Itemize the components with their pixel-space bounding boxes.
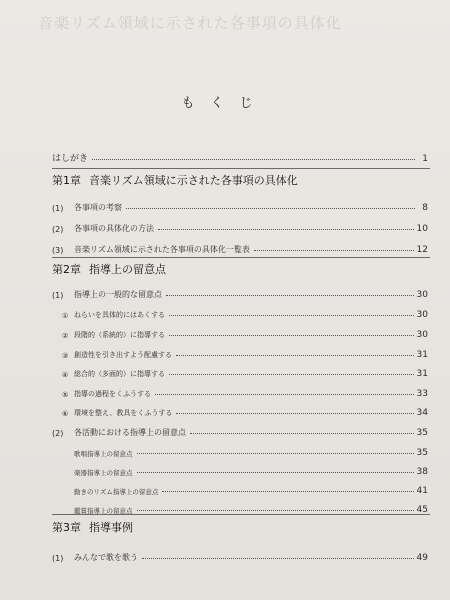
chapter-heading-1[interactable] bbox=[52, 170, 428, 188]
toc-entry-label: 歌唱指導上の留意点 bbox=[74, 450, 133, 458]
toc-entry-preface[interactable] bbox=[52, 146, 428, 164]
dot-leader bbox=[176, 355, 414, 356]
toc-entry-label: はしがき bbox=[52, 154, 89, 164]
toc-subentry[interactable] bbox=[52, 478, 428, 496]
dot-leader bbox=[126, 208, 415, 209]
subentry-number: ④ bbox=[62, 371, 69, 379]
toc-entry-label: 総合的（多面的）に指導する bbox=[74, 370, 165, 378]
toc-title: もくじ bbox=[181, 96, 269, 111]
toc-subentry[interactable] bbox=[52, 459, 428, 477]
subentry-number: ① bbox=[62, 312, 69, 320]
dot-leader bbox=[155, 394, 414, 395]
toc-entry-page: 38 bbox=[416, 467, 428, 477]
divider bbox=[52, 514, 430, 515]
section-number: (2) bbox=[52, 429, 64, 438]
dot-leader bbox=[169, 335, 414, 336]
toc-entry-page: 12 bbox=[416, 245, 428, 255]
dot-leader bbox=[158, 229, 414, 230]
toc-entry-label: 指導上の一般的な留意点 bbox=[74, 290, 162, 299]
section-number: (1) bbox=[52, 204, 64, 213]
dot-leader bbox=[92, 159, 415, 160]
divider bbox=[52, 168, 430, 169]
chapter-title: 指導事例 bbox=[89, 521, 133, 534]
bleed-through-title: 音楽リズム領域に示された各事項の具体化 bbox=[38, 14, 342, 32]
toc-subentry[interactable] bbox=[52, 302, 428, 320]
toc-entry-label: 指導の過程をくふうする bbox=[74, 390, 151, 398]
toc-entry-page: 30 bbox=[416, 310, 428, 320]
toc-entry-label: 各事項の考察 bbox=[74, 203, 122, 212]
chapter-title: 音楽リズム領域に示された各事項の具体化 bbox=[89, 174, 298, 187]
toc-subentry[interactable] bbox=[52, 361, 428, 379]
toc-entry-page: 30 bbox=[416, 290, 428, 300]
toc-entry-label: 動きのリズム指導上の留意点 bbox=[74, 488, 159, 496]
subentry-number: ⑥ bbox=[62, 410, 69, 418]
toc-entry[interactable] bbox=[52, 420, 428, 438]
section-number: (1) bbox=[52, 291, 64, 300]
toc-entry-page: 30 bbox=[416, 330, 428, 340]
toc-entry-page: 35 bbox=[416, 428, 428, 438]
section-number: (1) bbox=[52, 554, 64, 563]
toc-entry-page: 35 bbox=[416, 448, 428, 458]
toc-subentry[interactable] bbox=[52, 342, 428, 360]
toc-entry-page: 31 bbox=[416, 350, 428, 360]
dot-leader bbox=[190, 433, 414, 434]
section-number: (2) bbox=[52, 225, 64, 234]
toc-entry-page: 45 bbox=[416, 505, 428, 515]
toc-entry-page: 34 bbox=[416, 408, 428, 418]
toc-entry-label: 音楽リズム領域に示された各事項の具体化一覧表 bbox=[74, 245, 250, 254]
toc-entry-label: ねらいを具体的にはあくする bbox=[74, 311, 165, 319]
toc-entry[interactable] bbox=[52, 282, 428, 300]
toc-entry-label: 鑑賞指導上の留意点 bbox=[74, 507, 133, 515]
toc-entry-page: 41 bbox=[416, 486, 428, 496]
toc-entry-label: 各事項の具体化の方法 bbox=[74, 224, 154, 233]
toc-entry-page: 1 bbox=[422, 154, 428, 164]
dot-leader bbox=[254, 250, 414, 251]
subentry-number: ⑤ bbox=[62, 391, 69, 399]
subentry-number: ③ bbox=[62, 352, 69, 360]
dot-leader bbox=[169, 374, 414, 375]
toc-entry[interactable] bbox=[52, 237, 428, 255]
chapter-heading-3[interactable] bbox=[52, 517, 428, 535]
dot-leader bbox=[137, 510, 414, 511]
toc-entry[interactable] bbox=[52, 216, 428, 234]
toc-entry-page: 33 bbox=[416, 389, 428, 399]
divider bbox=[52, 257, 430, 258]
toc-entry-page: 10 bbox=[416, 224, 428, 234]
toc-subentry[interactable] bbox=[52, 400, 428, 418]
chapter-heading-2[interactable] bbox=[52, 259, 428, 277]
chapter-number: 第3章 bbox=[52, 521, 81, 534]
subentry-number: ② bbox=[62, 332, 69, 340]
toc-entry-page: 8 bbox=[422, 203, 428, 213]
chapter-number: 第2章 bbox=[52, 263, 81, 276]
toc-entry[interactable] bbox=[52, 195, 428, 213]
toc-subentry[interactable] bbox=[52, 381, 428, 399]
chapter-title: 指導上の留意点 bbox=[89, 263, 166, 276]
toc-entry-page: 31 bbox=[416, 369, 428, 379]
toc-subentry[interactable] bbox=[52, 497, 428, 515]
dot-leader bbox=[137, 453, 414, 454]
toc-subentry[interactable] bbox=[52, 440, 428, 458]
dot-leader bbox=[137, 472, 414, 473]
toc-entry-label: みんなで歌を歌う bbox=[74, 553, 138, 562]
toc-entry-label: 各活動における指導上の留意点 bbox=[74, 428, 186, 437]
dot-leader bbox=[169, 315, 414, 316]
toc-entry[interactable] bbox=[52, 545, 428, 563]
toc-entry-label: 段階的（系統的）に指導する bbox=[74, 331, 165, 339]
toc-entry-page: 49 bbox=[416, 553, 428, 563]
chapter-number: 第1章 bbox=[52, 174, 81, 187]
dot-leader bbox=[166, 295, 414, 296]
section-number: (3) bbox=[52, 246, 64, 255]
toc-subentry[interactable] bbox=[52, 322, 428, 340]
toc-entry-label: 環境を整え、教具をくふうする bbox=[74, 409, 173, 417]
toc-entry-label: 楽器指導上の留意点 bbox=[74, 469, 133, 477]
dot-leader bbox=[162, 491, 413, 492]
toc-entry-label: 創造性を引き出すよう配慮する bbox=[74, 351, 172, 359]
dot-leader bbox=[176, 413, 413, 414]
dot-leader bbox=[142, 558, 414, 559]
